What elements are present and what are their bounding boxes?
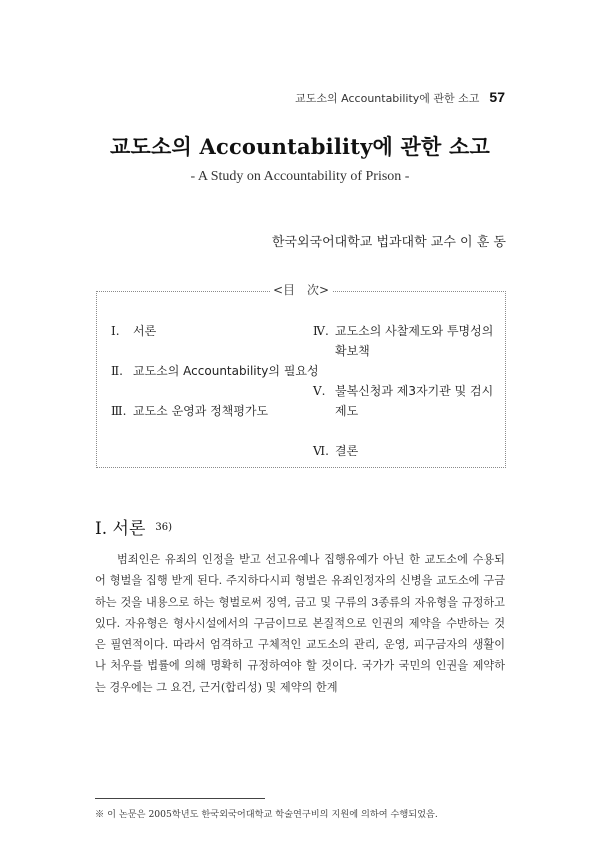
toc-item <box>313 381 508 421</box>
toc-item-label: 교도소 운영과 정책평가도 <box>133 404 269 418</box>
toc-item <box>313 321 508 361</box>
toc-item <box>111 361 319 381</box>
toc-item-continuation: 확보책 <box>335 344 370 358</box>
body-paragraph: 범죄인은 유죄의 인정을 받고 선고유예나 집행유예가 아닌 한 교도소에 수용되어 형벌을 집행 받게 된다. 주지하다시피 형벌은 유죄인정자의 신병을 교도소에 구금하는 것을 내용으로 하는 형벌로써 징역, 금고 및 구류의 3종류의 자유형을 규정하고 있다. 자유형은 형사시설에서의 구금이므로 본질적으로 인권의 제약을 수반하는 것은 필연적이다. 따라서 엄격하고 구체적인 교도소의 관리, 운영, 피구금자의 생활이나 처우를 법률에 의해 명확히 규정하여야 할 것이다. 국가가 국민의 인권을 제약하는 경우에는 그 요건, 근거(합리성) 및 제약의 한계 <box>95 553 505 694</box>
section-heading-text: Ⅰ. 서론 <box>95 519 146 539</box>
toc-item <box>313 441 358 461</box>
toc-item-number: Ⅰ. <box>111 324 120 338</box>
page-number: 57 <box>489 89 505 105</box>
toc-item-continuation: 제도 <box>335 404 359 418</box>
section-heading <box>95 514 172 539</box>
author-line: 한국외국어대학교 법과대학 교수 이 훈 동 <box>271 235 506 250</box>
running-title: 교도소의 Accountability에 관한 소고 <box>295 92 480 105</box>
footnote: ※ 이 논문은 2005학년도 한국외국어대학교 학술연구비의 지원에 의하여 수행되었음. <box>95 809 438 820</box>
toc-item <box>111 401 268 421</box>
paper-subtitle: - A Study on Accountability of Prison - <box>190 169 410 184</box>
toc-heading: <目 次> <box>270 281 332 298</box>
toc-item <box>111 321 156 341</box>
toc-item-label: 교도소의 Accountability의 필요성 <box>133 364 319 378</box>
footnote-reference: 36) <box>155 522 173 533</box>
body-text <box>95 549 505 698</box>
toc-item-label: 서론 <box>133 324 157 338</box>
toc-item-number: Ⅴ. <box>313 384 326 398</box>
toc-item-number: Ⅱ. <box>111 364 123 378</box>
footnote-divider <box>95 798 265 799</box>
toc-item-number: Ⅳ. <box>313 324 329 338</box>
toc-item-label: 교도소의 사찰제도와 투명성의 <box>335 324 494 338</box>
toc-item-number: Ⅲ. <box>111 404 127 418</box>
toc-item-label: 불복신청과 제3자기관 및 검시 <box>335 384 494 398</box>
paper-title: 교도소의 Accountability에 관한 소고 <box>110 134 490 159</box>
toc-item-number: Ⅵ. <box>313 444 329 458</box>
toc-item-label: 결론 <box>335 444 359 458</box>
running-header <box>295 89 505 106</box>
